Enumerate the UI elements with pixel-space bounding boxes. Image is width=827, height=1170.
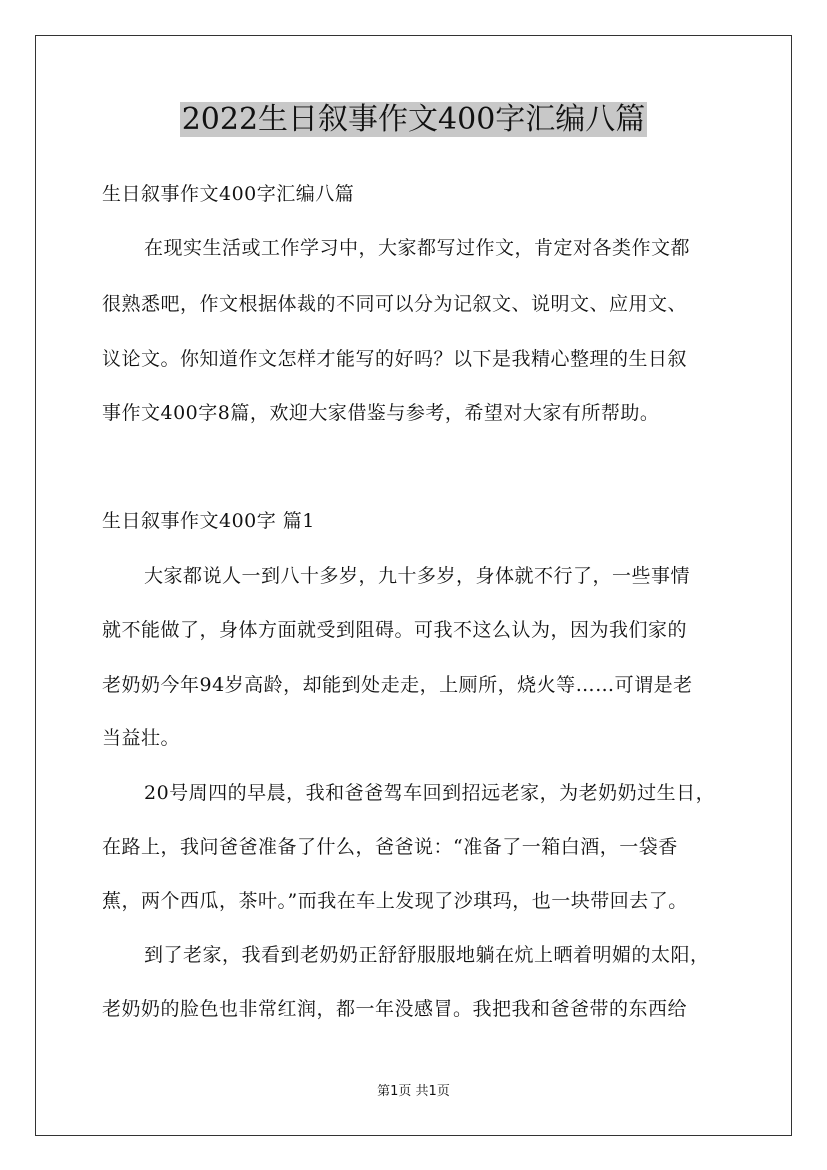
document-title bbox=[0, 100, 827, 140]
paragraph-line: 在路上，我问爸爸准备了什么，爸爸说：“准备了一箱白酒，一袋香 bbox=[102, 836, 678, 858]
page-footer: 第1页 共1页 bbox=[377, 1084, 450, 1099]
paragraph-line: 蕉，两个西瓜，茶叶。”而我在车上发现了沙琪玛，也一块带回去了。 bbox=[102, 890, 688, 912]
paragraph-line: 到了老家，我看到老奶奶正舒舒服服地躺在炕上晒着明媚的太阳， bbox=[144, 944, 710, 966]
section-heading: 生日叙事作文400字 篇1 bbox=[102, 510, 315, 532]
paragraph-line: 老奶奶的脸色也非常红润，都一年没感冒。我把我和爸爸带的东西给 bbox=[102, 998, 688, 1020]
paragraph-line: 当益壮。 bbox=[102, 727, 181, 749]
paragraph-line: 大家都说人一到八十多岁，九十多岁，身体就不行了，一些事情 bbox=[144, 565, 691, 587]
paragraph-line: 20号周四的早晨，我和爸爸驾车回到招远老家，为老奶奶过生日， bbox=[144, 782, 716, 804]
intro-line: 很熟悉吧，作文根据体裁的不同可以分为记叙文、说明文、应用文、 bbox=[102, 293, 688, 315]
intro-line: 议论文。你知道作文怎样才能写的好吗？以下是我精心整理的生日叙 bbox=[102, 348, 688, 370]
paragraph-line: 就不能做了，身体方面就受到阻碍。可我不这么认为，因为我们家的 bbox=[102, 619, 688, 641]
subtitle: 生日叙事作文400字汇编八篇 bbox=[102, 183, 355, 205]
intro-line: 在现实生活或工作学习中，大家都写过作文，肯定对各类作文都 bbox=[144, 237, 691, 259]
intro-line: 事作文400字8篇，欢迎大家借鉴与参考，希望对大家有所帮助。 bbox=[102, 402, 660, 424]
paragraph-line: 老奶奶今年94岁高龄，却能到处走走，上厕所，烧火等……可谓是老 bbox=[102, 674, 693, 696]
title-text: 2022生日叙事作文400字汇编八篇 bbox=[181, 102, 646, 137]
